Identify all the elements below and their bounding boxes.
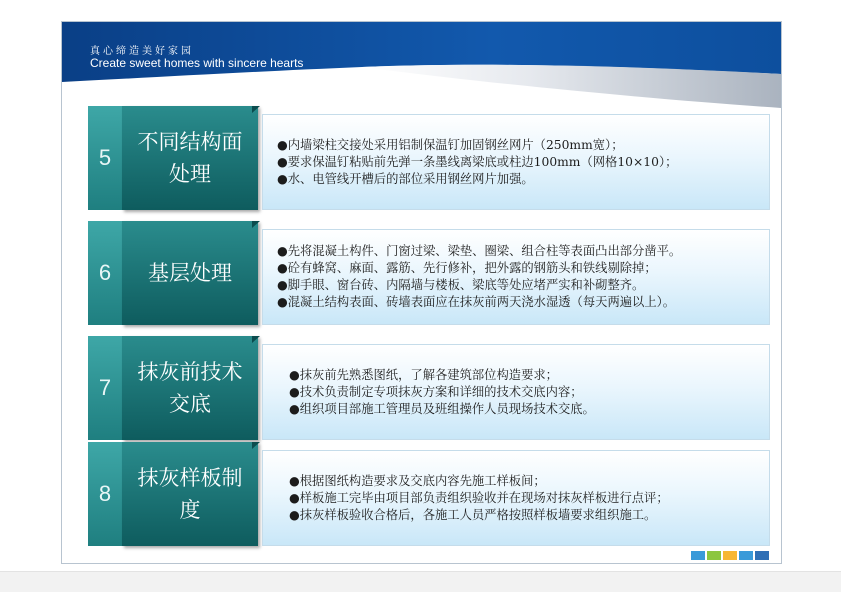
bullet-list: [277, 230, 782, 324]
bullet-item: ●砼有蜂窝、麻面、露筋、先行修补，把外露的钢筋头和铁线剔除掉；: [277, 261, 657, 275]
slide-header: [62, 22, 781, 114]
row-title: 基层处理: [148, 261, 232, 285]
bullet-item: ●混凝土结构表面、砖墙表面应在抹灰前两天浇水湿透（每天两遍以上）。: [277, 295, 676, 309]
logo-block: [691, 551, 705, 560]
row-title-box: [122, 106, 258, 210]
bullet-item: ●样板施工完毕由项目部负责组织验收并在现场对抹灰样板进行点评；: [289, 490, 669, 505]
title-fold: [252, 336, 260, 343]
row-6: [88, 221, 770, 325]
bullet-item: ●脚手眼、窗台砖、内隔墙与楼板、梁底等处应堵严实和补砌整齐。: [277, 278, 645, 292]
row-title-box: [122, 442, 258, 546]
bullet-item: ●抹灰样板验收合格后，各施工人员严格按照样板墙要求组织施工。: [289, 507, 657, 522]
bullet-item: ●根据图纸构造要求及交底内容先施工样板间；: [289, 473, 546, 488]
row-5: [88, 106, 770, 210]
row-number: 5: [88, 106, 122, 210]
row-title-box: [122, 336, 258, 440]
row-title: 不同结构面处理: [137, 130, 243, 186]
bullet-item: ●水、电管线开槽后的部位采用钢丝网片加强。: [277, 171, 534, 186]
footer-logo: [691, 550, 769, 560]
bullet-list: [289, 345, 782, 439]
title-fold: [252, 442, 260, 449]
bullet-list: [277, 115, 782, 209]
bullet-item: ●技术负责制定专项抹灰方案和详细的技术交底内容；: [289, 384, 583, 399]
logo-block: [707, 551, 721, 560]
row-content: [262, 114, 770, 210]
bullet-item: ●内墙梁柱交接处采用铝制保温钉加固钢丝网片（250mm宽）；: [277, 137, 624, 152]
slide: [61, 21, 782, 564]
row-content: [262, 450, 770, 546]
title-fold: [252, 221, 260, 228]
logo-block: [755, 551, 769, 560]
row-7: [88, 336, 770, 440]
row-title: 抹灰前技术交底: [137, 360, 243, 416]
row-title-box: [122, 221, 258, 325]
logo-block: [723, 551, 737, 560]
bullet-item: ●先将混凝土构件、门窗过梁、梁垫、圈梁、组合柱等表面凸出部分凿平。: [277, 244, 682, 258]
logo-block: [739, 551, 753, 560]
row-number: 6: [88, 221, 122, 325]
title-fold: [252, 106, 260, 113]
row-number: 7: [88, 336, 122, 440]
tagline-chinese: 真心缔造美好家园: [90, 46, 194, 57]
bullet-item: ●组织项目部施工管理员及班组操作人员现场技术交底。: [289, 401, 595, 416]
row-8: [88, 442, 770, 546]
tagline-english: Create sweet homes with sincere hearts: [90, 56, 304, 70]
row-number: 8: [88, 442, 122, 546]
bullet-item: ●要求保温钉粘贴前先弹一条墨线离梁底或柱边100mm（网格10×10）；: [277, 154, 678, 169]
bullet-list: [289, 451, 782, 545]
row-content: [262, 229, 770, 325]
viewer-bottom-bar: [0, 571, 841, 592]
row-title: 抹灰样板制度: [137, 466, 243, 522]
row-content: [262, 344, 770, 440]
bullet-item: ●抹灰前先熟悉图纸，了解各建筑部位构造要求；: [289, 367, 558, 382]
